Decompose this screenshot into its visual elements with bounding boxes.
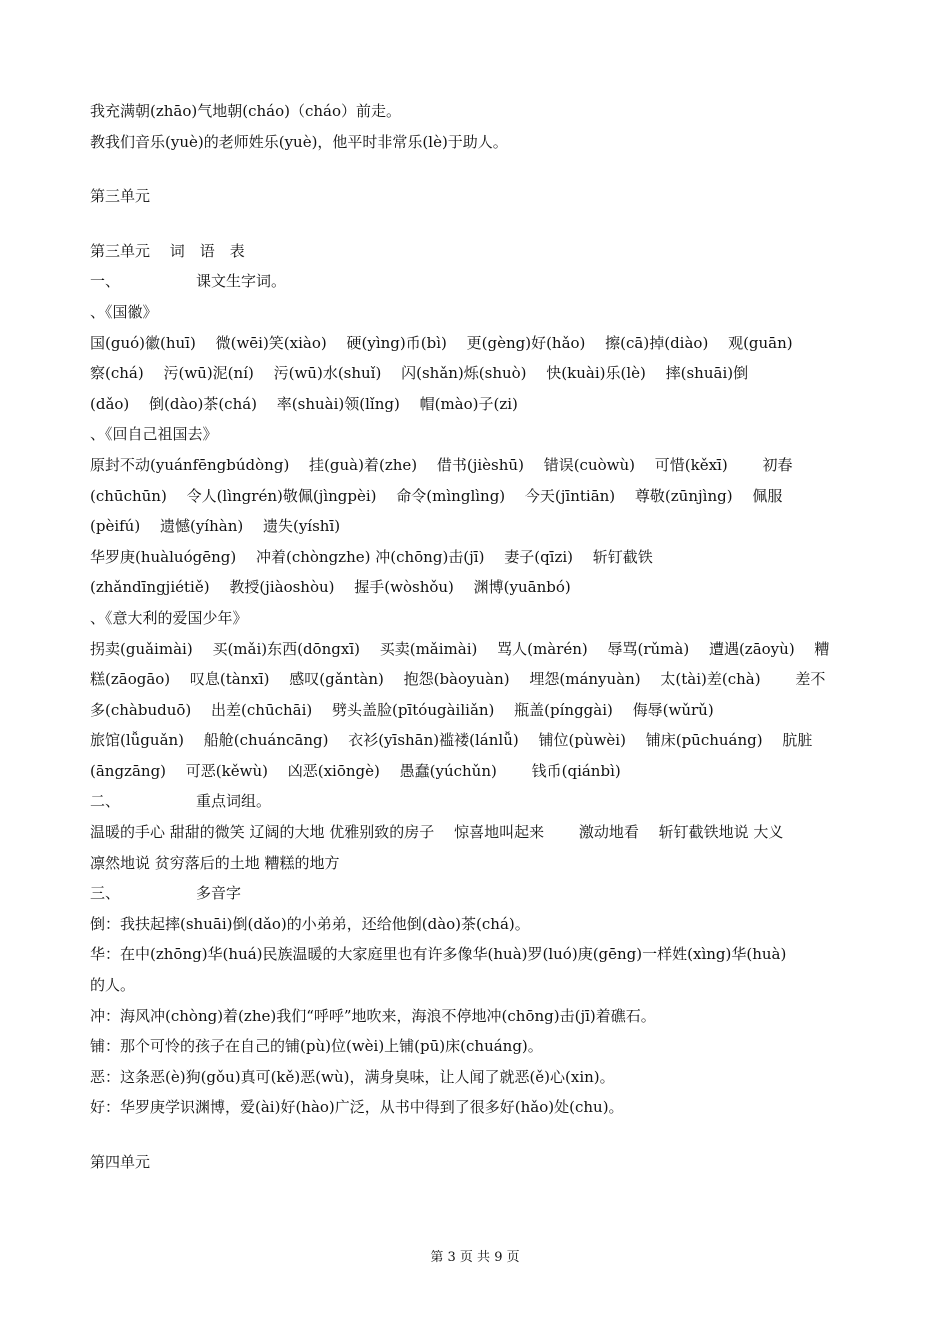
word-list-heading: 第三单元 词 语 表 (90, 241, 245, 260)
text-line: (chūchūn) 令人(lìngrén)敬佩(jìngpèi) 命令(mìnglìng) 今天(jīntiān) 尊敬(zūnjìng) 佩服 (90, 486, 783, 505)
text-line: (dǎo) 倒(dào)茶(chá) 率(shuài)领(lǐng) 帽(mào)子(zi) (90, 394, 518, 413)
lesson-title: 、《回自己祖国去》 (90, 425, 218, 444)
page-footer: 第 3 页 共 9 页 (430, 1250, 520, 1265)
lesson-title: 、《国徽》 (90, 302, 158, 321)
text-line: 察(chá) 污(wū)泥(ní) 污(wū)水(shuǐ) 闪(shǎn)烁(shuò) 快(kuài)乐(lè) 摔(shuāi)倒 (90, 364, 749, 383)
section-number: 一、 (90, 272, 121, 291)
spacer (90, 212, 860, 236)
section-title: 重点词组。 (196, 792, 272, 811)
spacer (90, 157, 860, 181)
text-line: 恶：这条恶(è)狗(gǒu)真可(kě)恶(wù)，满身臭味，让人闻了就恶(ě)心(xin)。 (90, 1067, 615, 1086)
text-line: 温暖的手心 甜甜的微笑 辽阔的大地 优雅别致的房子 惊喜地叫起来 激动地看 斩钉截铁地说 大义 (90, 823, 784, 842)
text-line: (pèifú) 遗憾(yíhàn) 遗失(yíshī) (90, 517, 341, 536)
text-line: 凛然地说 贫穷落后的土地 糟糕的地方 (90, 853, 340, 872)
text-line: 华：在中(zhōng)华(huá)民族温暖的大家庭里也有许多像华(huà)罗(luó)庚(gēng)一样姓(xìng)华(huà) (90, 945, 787, 964)
text-line: 糕(zāogāo) 叹息(tànxī) 感叹(gǎntàn) 抱怨(bàoyuàn) 埋怨(mányuàn) 太(tài)差(chà) 差不 (90, 670, 826, 689)
section-number: 三、 (90, 884, 121, 903)
text-line: 我充满朝(zhāo)气地朝(cháo)（cháo）前走。 (90, 102, 402, 120)
section-heading (90, 786, 860, 817)
text-line: 旅馆(lǚguǎn) 船舱(chuáncāng) 衣衫(yīshān)褴褛(lánlǚ) 铺位(pùwèi) 铺床(pūchuáng) 肮脏 (90, 731, 813, 750)
lesson-title: 、《意大利的爱国少年》 (90, 608, 248, 627)
page-content (90, 96, 860, 1178)
text-line: 的人。 (90, 976, 136, 995)
text-line: (āngzāng) 可恶(kěwù) 凶恶(xiōngè) 愚蠢(yúchǔn) 钱币(qiánbì) (90, 761, 621, 780)
text-line: 拐卖(guǎimài) 买(mǎi)东西(dōngxī) 买卖(mǎimài) 骂人(màrén) 辱骂(rǔmà) 遭遇(zāoyù) 糟 (90, 639, 830, 658)
section-title: 多音字 (196, 884, 242, 903)
section-number: 二、 (90, 792, 121, 811)
text-line: 国(guó)徽(huī) 微(wēi)笑(xiào) 硬(yìng)币(bì) 更(gèng)好(hǎo) 擦(cā)掉(diào) 观(guān) (90, 333, 793, 352)
section-heading (90, 878, 860, 909)
spacer (90, 1123, 860, 1147)
text-line: 原封不动(yuánfēngbúdòng) 挂(guà)着(zhe) 借书(jièshū) 错误(cuòwù) 可惜(kěxī) 初春 (90, 455, 793, 474)
text-line: 好：华罗庚学识渊博，爱(ài)好(hào)广泛，从书中得到了很多好(hǎo)处(chu)。 (90, 1098, 624, 1117)
unit-heading: 第四单元 (90, 1153, 151, 1171)
section-heading (90, 266, 860, 297)
text-line: 多(chàbuduō) 出差(chūchāi) 劈头盖脸(pītóugàiliǎn) 瓶盖(pínggài) 侮辱(wǔrǔ) (90, 700, 714, 719)
text-line: 教我们音乐(yuè)的老师姓乐(yuè)，他平时非常乐(lè)于助人。 (90, 132, 508, 151)
text-line: 华罗庚(huàluógēng) 冲着(chòngzhe) 冲(chōng)击(jī) 妻子(qīzi) 斩钉截铁 (90, 547, 653, 566)
text-line: (zhǎndīngjiétiě) 教授(jiàoshòu) 握手(wòshǒu) 渊博(yuānbó) (90, 578, 571, 597)
unit-heading: 第三单元 (90, 187, 151, 206)
text-line: 冲：海风冲(chòng)着(zhe)我们“呼呼”地吹来，海浪不停地冲(chōng)击(jī)着礁石。 (90, 1006, 656, 1025)
text-line: 倒：我扶起摔(shuāi)倒(dǎo)的小弟弟，还给他倒(dào)茶(chá)。 (90, 914, 530, 933)
text-line: 铺：那个可怜的孩子在自己的铺(pù)位(wèi)上铺(pū)床(chuáng)。 (90, 1037, 543, 1056)
section-title: 课文生字词。 (196, 272, 287, 291)
